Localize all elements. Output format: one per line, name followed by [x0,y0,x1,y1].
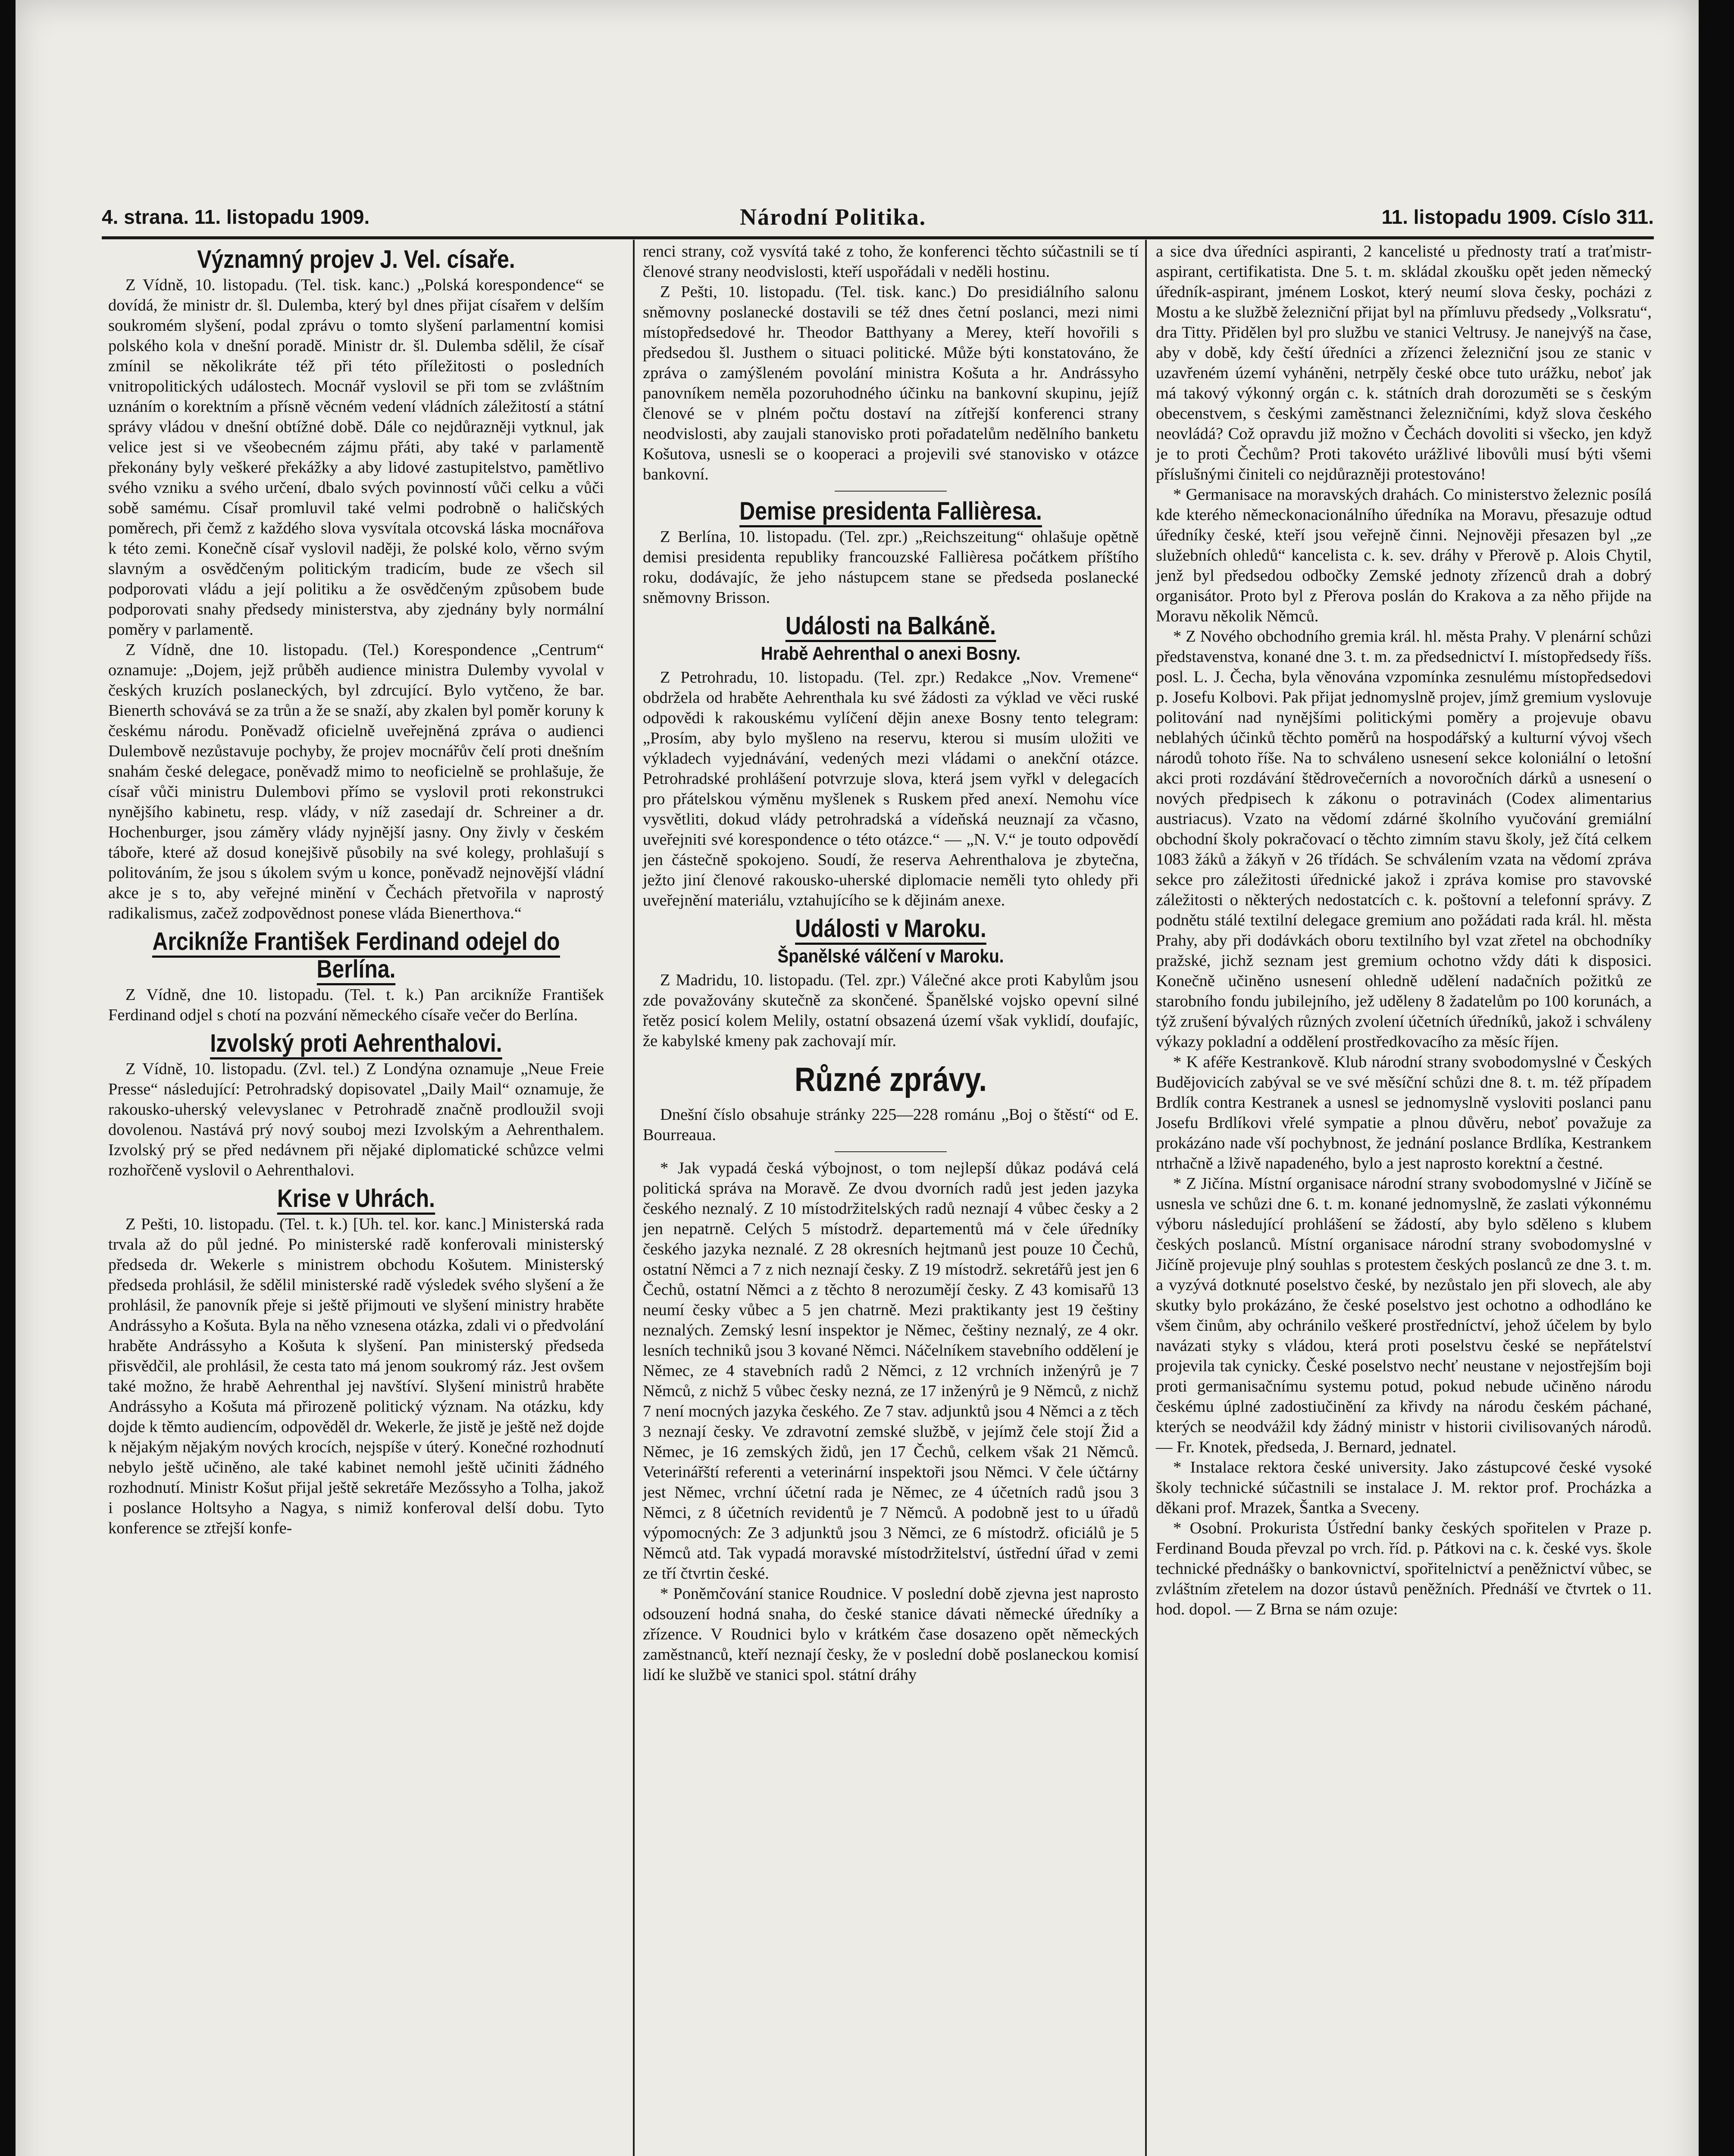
headline-fallieres: Demise presidenta Fallièresa. [678,498,1104,525]
article-paragraph: Dnešní číslo obsahuje stránky 225—228 románu „Boj o štěstí“ od E. Bourreaua. [643,1106,1139,1144]
header-date-right: 11. listopadu 1909. Císlo 311. [1381,206,1654,228]
article-paragraph: Z Petrohradu, 10. listopadu. (Tel. zpr.) Redakce „Nov. Vremene“ obdržela od hraběte Aehrenthala ku své žádosti za výklad ve věci ruské odpovědi k rakouskému vylíčení dějin anexe Bosny tento telegram: „Prosím, aby bylo myšleno na reservu, kterou si musím uložiti ve výkladech vyjednávání, vedených mezi vládami o anekční otázce. Petrohradské prohlášení potvrzuje slova, která jsem vyřkl v delegacích pro přátelskou výměnu myšlenek s Ruskem před anexí. Nemohu více vysvětliti, dokud vlády petrohradská a vídeňská neuznají za včasno, uveřejniti své korespondence o této otázce.“ — „N. V.“ je touto odpovědí jen částečně spokojeno. Soudí, že reserva Aehrenthalova je zbytečna, ježto jiní členové rakousko-uherské diplomacie neměli tyto ohledy při uveřejnění materiálu, vztahujícího se k dějinám anexe. [643,668,1139,909]
headline-morocco: Události v Maroku. [678,915,1104,943]
article-paragraph: * Germanisace na moravských drahách. Co ministerstvo železnic posílá kde kterého německonacionálního úředníka na Moravu, přesazuje odtud úředníky české, kteří jsou veřejně činni. Nejnověji přesazen byl „ze služebních ohledů“ kancelista c. k. sev. dráhy v Přerově p. Alois Chytil, jenž byl předsedou odbočky Zemské jednoty zřízenců drah a dobrý organisátor. Proto byl z Přerova poslán do Krakova a za něho přijde na Moravu několik Němců. [1156,486,1652,625]
article-paragraph: * Instalace rektora české university. Jako zástupcové české vysoké školy technické súčastnili se instalace J. M. rektor prof. Procházka a děkani prof. Mrazek, Šantka a Sveceny. [1156,1458,1652,1517]
column-3 [1156,241,1652,1620]
newspaper-page [16,0,1699,2156]
column-2 [643,241,1139,1685]
divider [835,491,947,492]
page-header [102,203,1654,239]
headline-archduke: Arcikníže František Ferdinand odejel do Berlína. [143,928,570,983]
headline-balkans: Události na Balkáně. [678,612,1104,640]
headline-hungary-crisis: Krise v Uhrách. [143,1185,570,1213]
article-paragraph: a sice dva úředníci aspiranti, 2 kancelisté u přednosty tratí a traťmistr-aspirant, certifikatista. Dne 5. t. m. skládal zkoušku opět jeden německý úředník-aspirant, jménem Loskot, který neumí slova česky, pocházi z Mostu a ke službě železniční přijat byl na přímluvu předsedy „Volksratu“, dra Titty. Přidělen byl pro službu ve stanici Veltrusy. Je nanejvýš na čase, aby v době, kdy čeští úředníci a zřízenci železniční jsou ze stanic v uzavřeném území vyháněni, netrpěly české obce tuto urážku, neboť jak má takový výkonný orgán c. k. státních drah dorozuměti se s českým obecenstvem, s českými zaměstnanci železničními, když slova českého neovládá? Což opravdu již možno v Čechách dovoliti si všecko, jen když je to proti Čechům? Proti takovéto urážlivé libovůli musí býti všemi příslušnými činiteli co nejdůrazněji protestováno! [1156,242,1652,483]
article-paragraph: Z Pešti, 10. listopadu. (Tel. t. k.) [Uh. tel. kor. kanc.] Ministerská rada trvala až do půl jedné. Po ministerské radě konferovali ministerský předseda dr. Wekerle s ministrem obchodu Košutem. Ministerský předseda prohlásil, že sdělil ministerské radě výsledek svého slyšení a že prohlásil, že panovník přeje si ještě přijmouti ve slyšení ministry hraběte Andrássyho a Košuta. Byla na něho vznesena otázka, zdali vi o předvolání hraběte Andrássyho a Košuta k slyšení. Pan ministerský předseda přisvědčil, ale prohlásil, že cesta tato má jenom soukromý ráz. Jest ovšem také možno, že hrabě Aehrenthal jej navštíví. Slyšení ministrů hraběte Andrássyho a Košuta má přirozeně politický význam. Na otázku, kdy dojde k těmto audiencím, odpověděl dr. Wekerle, že jistě je ještě než dojde k nějakým nějakým nových krocích, nejspíše v úterý. Konečné rozhodnutí nebylo ještě učiněno, ale také kabinet nemohl ještě učiniti žádného rozhodnutí. Ministr Košut přijal ještě sekretáře Mezőssyho a Tolha, jakož i poslance Holtsyho a Nagya, s nimiž konferoval delší dobu. Tyto konference se ztřejší konfe- [108,1215,604,1537]
newspaper-title: Národní Politika. [740,204,926,230]
article-paragraph: Z Berlína, 10. listopadu. (Tel. zpr.) „Reichszeitung“ ohlašuje opětně demisi presidenta republiky francouzské Fallièresa počátkem příštího roku, dodávajíc, že jeho nástupcem stane se předseda poslanecké sněmovny Brisson. [643,528,1139,607]
headline-izvolsky: Izvolský proti Aehrenthalovi. [143,1030,570,1057]
column-rule-2 [1145,240,1147,2156]
column-1 [108,241,604,1539]
headline-emperor: Významný projev J. Vel. císaře. [197,245,515,273]
header-date-left: 4. strana. 11. listopadu 1909. [102,206,370,228]
article-paragraph: * Z Nového obchodního gremia král. hl. města Prahy. V plenární schůzi představenstva, konané dne 3. t. m. za předsednictví I. místopředsedy říšs. posl. L. J. Čecha, byla věnována vzpomínka zesnulému místopředsedovi p. Josefu Kolbovi. Pak přijat jednomyslně projev, jímž gremium vyslovuje politování nad nynějšími politickými poměry a projevuje obavu neblahých účinků těchto poměrů na hospodářský a kulturní vývoj všech národů tohoto říše. Na to schváleno usnesení sekce koloniální o letošní akci proti rozdávání štědrovečerních a novoročních dárků a usnesení o nových předpisech k zákonu o potravinách (Codex alimentarius austriacus). Vzato na vědomí zdárné školního vyučování gremiální obchodní školy pokračovací o těchto zimním stavu školy, jež čítá celkem 1083 žáků a žákyň v 26 třídách. Se schválením vzata na vědomí zpráva sekce pro záležitosti úřednické jakož i zpráva komise pro stavovské záležitosti o některých nedostatcích c. k. poštovní a telefonní správy. Z podnětu stálé textilní delegace gremium ano požádati rada král. hl. města Prahy, aby při dodávkách oboru textilního byl vzat zřetel na obchodníky pražské, jichž seznam jest gremium ochotno vždy dáti k disposici. Konečně učiněno usnesení ohledně udělení nadačních požitků ze starobního fondu jubilejního, jež uděleny 8 žadatelům po 100 korunách, a týž zrušení bývalých různých zvolení účetních úředníků, jakož i schváleny výkazy pokladní a oddělení prostředkovacího za měsíc říjen. [1156,627,1652,1051]
article-paragraph: * Poněmčování stanice Roudnice. V poslední době zjevna jest naprosto odsouzení hodná snaha, do české stanice dávati německé úředníky a zřízence. V Roudnici bylo v krátkém čase dosazeno opět německých zaměstnanců, kteří neznají česky, že v poslední době poslaneckou komisí lidí ke službě ve stanici spol. státní dráhy [643,1585,1139,1684]
article-paragraph: * Z Jičína. Místní organisace národní strany svobodomyslné v Jičíně se usnesla ve schůzi dne 6. t. m. konané jednomyslně, že zaslati výkonnému výboru následující prohlášení se žádostí, aby bylo sděleno s klubem českých poslanců. Místní organisace národní strany svobodomyslné v Jičíně projevuje plný souhlas s protestem českých poslanců ze dne 3. t. m. a vyzývá dotknuté poselstvo české, by nezůstalo jen při slovech, ale aby skutky bylo prokázáno, že české poselstvo jest ochotno a odhodláno ke všem činům, aby ochránilo veškeré prostředníctví, jehož účelem by bylo navázati styky s vládou, která proti poselstvu české se nepřátelství projevila tak cynicky. České poselstvo nechť neustane v nejostřejším boji proti germanisačnímu systemu potud, pokud nebude učiněno národu českému úplné zadostiučinění za křivdy na národu českém páchané, kterých se neodvážil kdy žádný ministr v historii civilisovaných národů. — Fr. Knotek, předseda, J. Bernard, jednatel. [1156,1175,1652,1456]
article-paragraph: Z Vídně, dne 10. listopadu. (Tel.) Korespondence „Centrum“ oznamuje: „Dojem, jejž průběh audience ministra Dulemby vyvolal v českých kruzích poslaneckých, byl zdrcující. Bylo vytčeno, že bar. Bienerth schovává se za trůn a že se snaží, aby zkalen byl poměr koruny k českému národu. Poněvadž oficielně uveřejněná zpráva o audienci Dulembově nezůstavuje pochyby, že projev mocnářův čelí proti dnešním snahám české delegace, poněvadž mimo to neoficielně se prohlašuje, že císař vůči ministru Dulembovi přímo se vyslovil proti rekonstrukci nynějšího kabinetu, resp. vlády, v níž zasedají dr. Schreiner a dr. Hochenburger, jsou záměry vlády nyjnější jasny. Ony živly v českém táboře, které až dosud konejšivě působily na své kolegy, prohlašují s politováním, že jsou s úkolem svým u konce, poněvadž nejnovější vládní akce je s to, aby veřejné minění v Čechách přetvořila v naprostý radikalismus, začež zodpovědnost ponese vláda Bienerthova.“ [108,641,604,922]
article-paragraph: * Osobní. Prokurista Ústřední banky českých spořitelen v Praze p. Ferdinand Bouda převzal po vrch. říd. p. Pátkovi na c. k. české vys. škole technické přednášky o bankovnictví, spořitelnictví a peněžnictví vůbec, se zvláštním zřetelem na dozor ústavů peněžních. Přednáší ve čtvrtek o 11. hod. dopol. — Z Brna se nám ozuje: [1156,1519,1652,1618]
subheadline-bosnia: Hrabě Aehrenthal o anexi Bosny. [761,643,1021,664]
article-paragraph: * Jak vypadá česká výbojnost, o tom nejlepší důkaz podává celá politická správa na Moravě. Ze dvou dvorních radů jest jeden jazyka českého neznalý. Z 10 místodržitelských radů neznají 4 vůbec česky a 2 jen nepatrně. Celých 5 místodrž. departementů má v čele úředníky českého jazyka neznalé. Z 28 okresních hejtmanů jest pouze 10 Čechů, ostatní Němci a 7 z nich neznají česky. Z 19 místodrž. sekretářů jest jen 6 Čechů, ostatní Němci a z těchto 8 nerozumějí česky. Z 43 komisařů 13 neumí česky vůbec a 5 jen chatrně. Mezi praktikanty jest 19 češtiny neznalých. Zemský lesní inspektor je Němec, češtiny neznalý, ze 4 okr. lesních techniků jsou 3 kované Němci. Náčelníkem stavebního oddělení je Němec, ze 4 stavebních radů 2 Němci, z 12 vrchních inženýrů je 7 Němců, z nichž 5 vůbec česky nezná, ze 17 inženýrů je 9 Němců, z nichž 7 není mocných jazyka českého. Ze 7 stav. adjunktů jsou 4 Němci a z těch 3 neznají česky. Ve zdravotní zemské službě, v jejímž čele stojí Žid a Němec, je 16 zemských židů, jen 17 Čechů, celkem však 21 Němců. Veterinářští referenti a veterinární inspektoři jsou Němci. V čele účtárny jest Němec, vrchní účetní rada je Němec, ze 4 účetních radů jsou 3 Němci, z 8 účetních revidentů je 7 Němců. A podobně jest to u úřadů výpomocných: Ze 3 adjunktů jsou 3 Němci, ze 6 místodrž. oficiálů je 5 Němců atd. Tak vypadá moravské místodržitelství, ústřední úřad v zemi ze tří čtvrtin české. [643,1159,1139,1583]
column-rule-1 [633,240,635,2156]
article-paragraph: Z Vídně, 10. listopadu. (Zvl. tel.) Z Londýna oznamuje „Neue Freie Presse“ následující: Petrohradský dopisovatel „Daily Mail“ oznamuje, že rakousko-uherský velevyslanec v Petrohradě značně prodloužil svoji dovolenou. Nastává prý nový souboj mezi Izvolským a Aehrenthalem. Izvolský prý se před nedávnem při nějaké diplomatické schůzce velmi rozhořčeně vyslovil o Aehrenthalovi. [108,1060,604,1179]
headline-various-news: Různé zprávy. [794,1060,987,1098]
subheadline-morocco: Španělské válčení v Maroku. [777,946,1004,967]
article-paragraph: Z Vídně, dne 10. listopadu. (Tel. t. k.) Pan arcikníže František Ferdinand odjel s chotí na pozvání německého císaře večer do Berlína. [108,986,604,1024]
article-paragraph: Z Pešti, 10. listopadu. (Tel. tisk. kanc.) Do presidiálního salonu sněmovny poslanecké dostavili se též dnes četní poslanci, mezi nimi místopředsedové hr. Theodor Batthyany a Merey, kteří hovořili s předsedou šl. Justhem o situaci politické. Může býti konstatováno, že zpráva o zamýšleném povolání ministra Košuta a hr. Andrássyho panovníkem neměla pozoruhodného účinku na bankovní skupinu, jejíž členové se v plném počtu dostaví na zítřejší konferenci strany neodvislosti, aby zaujali stanovisko proti pořadatelům nedělního banketu Košutova, usnesli se o kooperaci a projevili své stanovisko v otázce bankovní. [643,283,1139,483]
article-paragraph: * K aféře Kestrankově. Klub národní strany svobodomyslné v Českých Budějovicích zabýval se ve své měsíční schůzi dne 8. t. m. též případem Brdlík contra Kestranek a usnesl se jednomyslně vysloviti poslanci panu Josefu Brdlíkovi vřelé sympatie a plnou důvěru, neboť považuje za prokázáno nade vší pochybnost, že jednání poslance Brdlíka, Kestrankem ntrhačně a lživě napadeného, bylo a jest naprosto korektní a čestné. [1156,1053,1652,1172]
article-paragraph: Z Vídně, 10. listopadu. (Tel. tisk. kanc.) „Polská korespondence“ se dovídá, že ministr dr. šl. Dulemba, který byl dnes přijat císařem v delším soukromém slyšení, podal zprávu o tomto slyšení parlamentní komisi polského kola v dnešní poradě. Ministr dr. šl. Dulemba sdělil, že císař zmínil se několikráte též při této příležitosti o posledních vnitropolitických událostech. Mocnář vyslovil se při tom se zvláštním uznáním o korektním a přísně věcném vedení vládních záležitostí a státní správy vládou v dnešní obtížné době. Dále co nejdůrazněji vytknul, jak velice jest si ve všeobecném zájmu přáti, aby také v parlamentě překonány byly veškeré překážky a aby lidové zastupitelstvo, pamětlivo svého vzniku a svého určení, dbalo svých povinností vůči celku a vůči sobě samému. Císař promluvil také velmi podrobně o haličských poměrech, při čemž z každého slova vysvítala otcovská láska mocnářova k této zemi. Konečně císař vyslovil naději, že polské kolo, věrno svým slavným a osvědčeným politickým tradicím, bude ze všech sil podporovati vládu a její politiku a že osvědčeným způsobem bude podporovati snahy předsedy ministerstva, aby zjednány byly normální poměry v parlamentě. [108,276,604,639]
divider [835,1151,947,1152]
article-paragraph: renci strany, což vysvítá také z toho, že konferenci těchto súčastnili se tí členové strany neodvislosti, kteří uspořádali v neděli hostinu. [643,242,1139,281]
article-paragraph: Z Madridu, 10. listopadu. (Tel. zpr.) Válečné akce proti Kabylům jsou zde považovány skutečně za skončené. Španělské vojsko opevní silné řetěz posicí kolem Melily, ostatní obsazená území však vyklidí, doufajíc, že kabylské kmeny pak zachovají mír. [643,971,1139,1050]
